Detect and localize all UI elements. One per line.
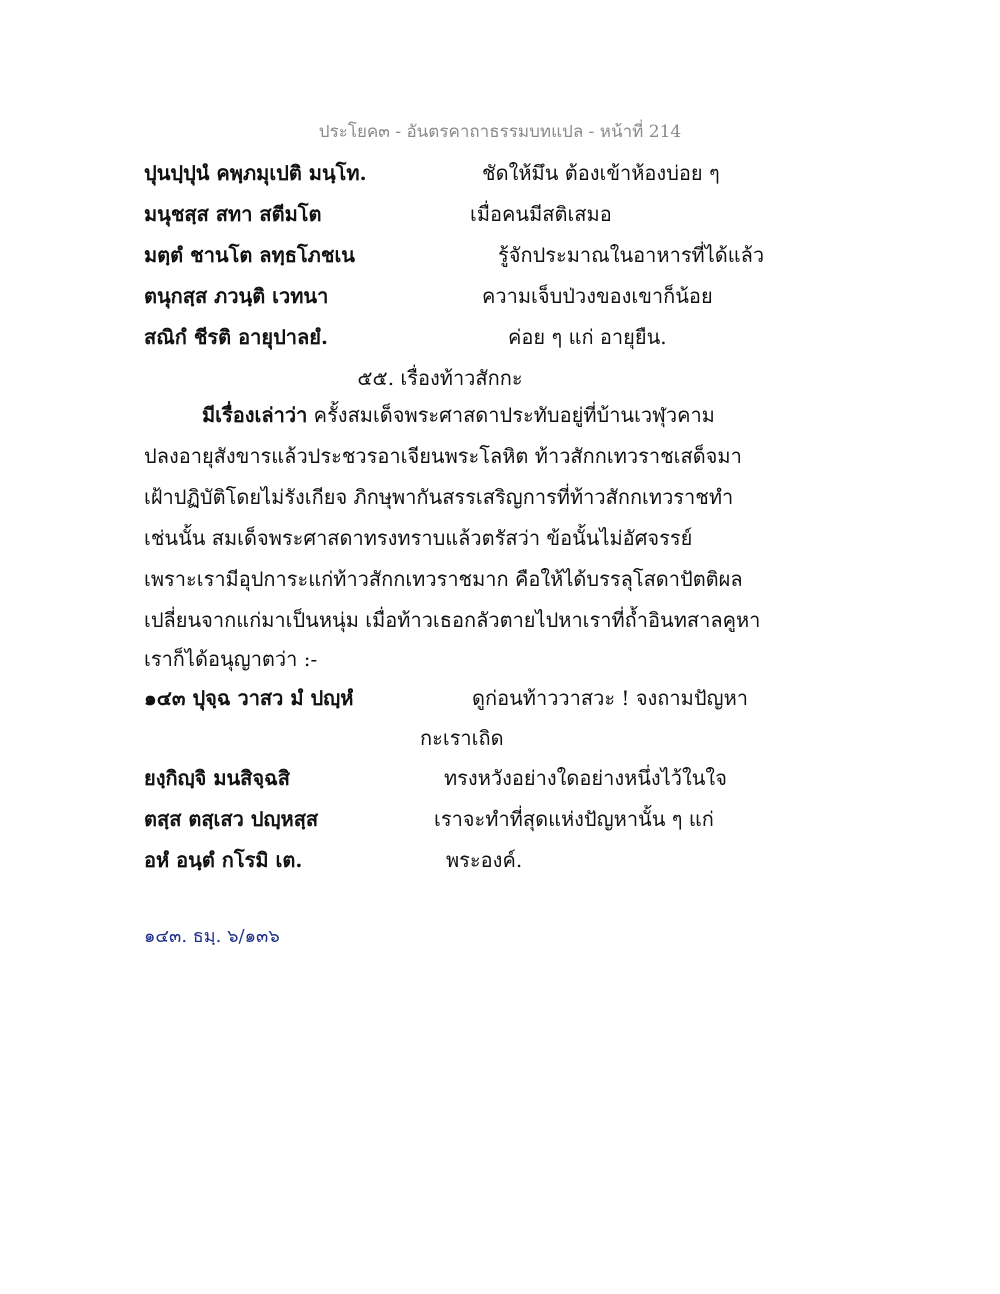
pali-verse-line: มตฺตํ ชานโต ลทฺธโภชเน: [144, 243, 355, 267]
narrative-line: ปลงอายุสังขารแล้วประชวรอาเจียนพระโลหิต ท้าวสักกเทวราชเสด็จมา: [144, 444, 742, 468]
thai-translation-line: ดูก่อนท้าววาสวะ ! จงถามปัญหา: [472, 686, 748, 710]
thai-translation-line: รู้จักประมาณในอาหารที่ได้แล้ว: [498, 243, 765, 267]
thai-translation-line: ทรงหวังอย่างใดอย่างหนึ่งไว้ในใจ: [444, 766, 727, 790]
pali-verse-line: ตสฺส ตสฺเสว ปญฺหสฺส: [144, 807, 319, 831]
pali-verse-line: สณิกํ ชีรติ อายุปาลยํ.: [144, 325, 328, 349]
thai-translation-line: พระองค์.: [446, 848, 523, 872]
narrative-line: เฝ้าปฏิบัติโดยไม่รังเกียจ ภิกษุพากันสรรเสริญการที่ท้าวสักกเทวราชทำ: [144, 485, 734, 509]
thai-translation-line: ค่อย ๆ แก่ อายุยืน.: [508, 325, 667, 349]
pali-verse-line: ๑๔๓ ปุจฺฉ วาสว มํ ปญฺหํ: [144, 686, 354, 710]
pali-verse-line: ยงฺกิญฺจิ มนสิจฺฉสิ: [144, 766, 290, 790]
footnote-reference: ๑๔๓. ธมฺ. ๖/๑๓๖: [144, 926, 280, 947]
narrative-line-text: ครั้งสมเด็จพระศาสดาประทับอยู่ที่บ้านเวฬุวคาม: [307, 403, 715, 427]
narrative-lead: มีเรื่องเล่าว่า: [202, 403, 308, 427]
narrative-line: [202, 405, 715, 425]
thai-translation-line: กะเราเถิด: [420, 726, 504, 750]
pali-verse-line: มนุชสฺส สทา สตีมโต: [144, 202, 322, 226]
page-header: ประโยค๓ - อันตรคาถาธรรมบทแปล - หน้าที่ 214: [318, 122, 682, 142]
narrative-line: เช่นนั้น สมเด็จพระศาสดาทรงทราบแล้วตรัสว่า ข้อนั้นไม่อัศจรรย์: [144, 526, 693, 550]
pali-verse-line: ปุนปฺปุนํ คพฺภมุเปติ มนฺโท.: [144, 161, 367, 185]
pali-verse-line: อหํ อนฺตํ กโรมิ เต.: [144, 848, 303, 872]
narrative-line: เพราะเรามีอุปการะแก่ท้าวสักกเทวราชมาก คือให้ได้บรรลุโสดาปัตติผล: [144, 567, 743, 591]
story-title: ๕๕. เรื่องท้าวสักกะ: [357, 366, 523, 390]
thai-translation-line: ความเจ็บป่วงของเขาก็น้อย: [482, 284, 713, 308]
thai-translation-line: เราจะทำที่สุดแห่งปัญหานั้น ๆ แก่: [434, 807, 714, 831]
thai-translation-line: ชัดให้มึน ต้องเข้าห้องบ่อย ๆ: [482, 161, 720, 185]
narrative-line: เราก็ได้อนุญาตว่า :-: [144, 647, 318, 671]
pali-verse-line: ตนุกสฺส ภวนฺติ เวทนา: [144, 284, 329, 308]
thai-translation-line: เมื่อคนมีสติเสมอ: [470, 202, 612, 226]
narrative-line: เปลี่ยนจากแก่มาเป็นหนุ่ม เมื่อท้าวเธอกลัวตายไปหาเราที่ถ้ำอินทสาลคูหา: [144, 608, 761, 632]
